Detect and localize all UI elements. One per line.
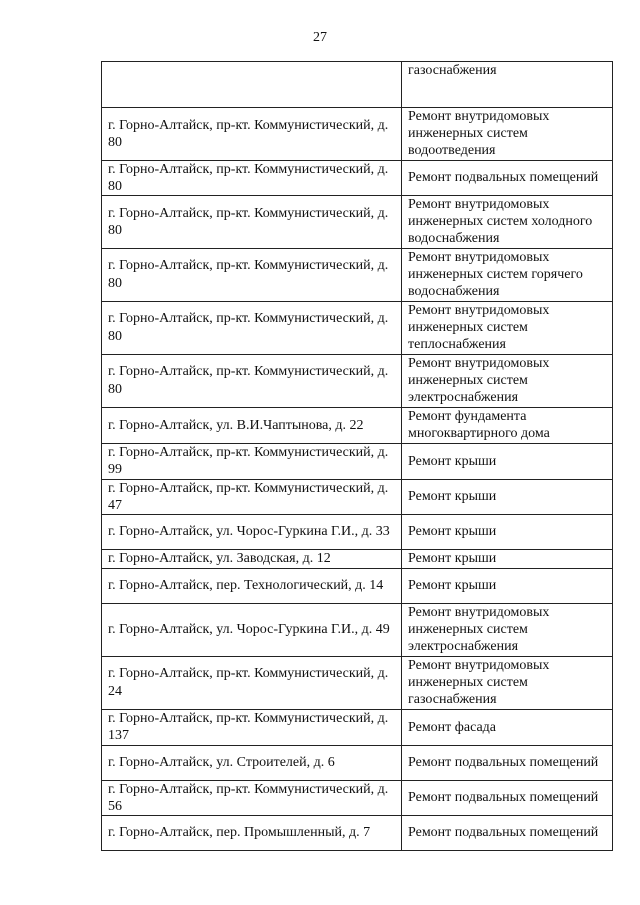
table-row — [102, 479, 613, 514]
table-row — [102, 407, 613, 443]
address-cell: г. Горно-Алтайск, ул. Строителей, д. 6 — [102, 745, 402, 780]
work-cell: Ремонт внутридомовых инженерных систем теплоснабжения — [402, 301, 613, 354]
address-cell: г. Горно-Алтайск, пр-кт. Коммунистический, д. 80 — [102, 196, 402, 249]
address-cell: г. Горно-Алтайск, ул. В.И.Чаптынова, д. 22 — [102, 407, 402, 443]
page-number: 27 — [313, 30, 327, 45]
table-row — [102, 301, 613, 354]
table-row — [102, 62, 613, 108]
work-cell: Ремонт фундамента многоквартирного дома — [402, 407, 613, 443]
table-row — [102, 569, 613, 604]
work-cell: Ремонт внутридомовых инженерных систем водоотведения — [402, 108, 613, 161]
table-row — [102, 108, 613, 161]
work-cell: Ремонт подвальных помещений — [402, 816, 613, 851]
table-row — [102, 443, 613, 479]
table-row — [102, 656, 613, 709]
work-cell: Ремонт внутридомовых инженерных систем газоснабжения — [402, 656, 613, 709]
address-cell: г. Горно-Алтайск, пр-кт. Коммунистический, д. 137 — [102, 709, 402, 745]
address-cell — [102, 62, 402, 108]
work-cell: Ремонт внутридомовых инженерных систем холодного водоснабжения — [402, 196, 613, 249]
address-cell: г. Горно-Алтайск, ул. Чорос-Гуркина Г.И., д. 33 — [102, 515, 402, 550]
work-cell: Ремонт подвальных помещений — [402, 780, 613, 815]
work-cell: Ремонт крыши — [402, 479, 613, 514]
work-cell: Ремонт внутридомовых инженерных систем горячего водоснабжения — [402, 248, 613, 301]
address-cell: г. Горно-Алтайск, пр-кт. Коммунистический, д. 80 — [102, 301, 402, 354]
address-cell: г. Горно-Алтайск, пр-кт. Коммунистический, д. 80 — [102, 108, 402, 161]
address-cell: г. Горно-Алтайск, пр-кт. Коммунистический, д. 24 — [102, 656, 402, 709]
address-cell: г. Горно-Алтайск, пер. Технологический, д. 14 — [102, 569, 402, 604]
table-row — [102, 248, 613, 301]
table-row — [102, 745, 613, 780]
work-cell: Ремонт фасада — [402, 709, 613, 745]
work-cell: Ремонт подвальных помещений — [402, 160, 613, 195]
table-row — [102, 604, 613, 657]
address-cell: г. Горно-Алтайск, ул. Чорос-Гуркина Г.И., д. 49 — [102, 604, 402, 657]
work-cell: Ремонт внутридомовых инженерных систем электроснабжения — [402, 604, 613, 657]
table-row — [102, 160, 613, 195]
table-row — [102, 196, 613, 249]
table-row — [102, 709, 613, 745]
work-cell: Ремонт крыши — [402, 443, 613, 479]
table-row — [102, 780, 613, 815]
work-cell: Ремонт крыши — [402, 569, 613, 604]
address-cell: г. Горно-Алтайск, ул. Заводская, д. 12 — [102, 550, 402, 569]
work-cell: Ремонт внутридомовых инженерных систем электроснабжения — [402, 354, 613, 407]
table-row — [102, 816, 613, 851]
address-cell: г. Горно-Алтайск, пр-кт. Коммунистический, д. 80 — [102, 354, 402, 407]
work-cell: газоснабжения — [402, 62, 613, 108]
address-cell: г. Горно-Алтайск, пер. Промышленный, д. 7 — [102, 816, 402, 851]
repair-table-body — [102, 62, 613, 851]
address-cell: г. Горно-Алтайск, пр-кт. Коммунистический, д. 80 — [102, 248, 402, 301]
work-cell: Ремонт подвальных помещений — [402, 745, 613, 780]
table-row — [102, 515, 613, 550]
table-row — [102, 550, 613, 569]
repair-table — [101, 61, 613, 851]
work-cell: Ремонт крыши — [402, 515, 613, 550]
address-cell: г. Горно-Алтайск, пр-кт. Коммунистический, д. 80 — [102, 160, 402, 195]
work-cell: Ремонт крыши — [402, 550, 613, 569]
address-cell: г. Горно-Алтайск, пр-кт. Коммунистический, д. 99 — [102, 443, 402, 479]
address-cell: г. Горно-Алтайск, пр-кт. Коммунистический, д. 56 — [102, 780, 402, 815]
address-cell: г. Горно-Алтайск, пр-кт. Коммунистический, д. 47 — [102, 479, 402, 514]
table-row — [102, 354, 613, 407]
